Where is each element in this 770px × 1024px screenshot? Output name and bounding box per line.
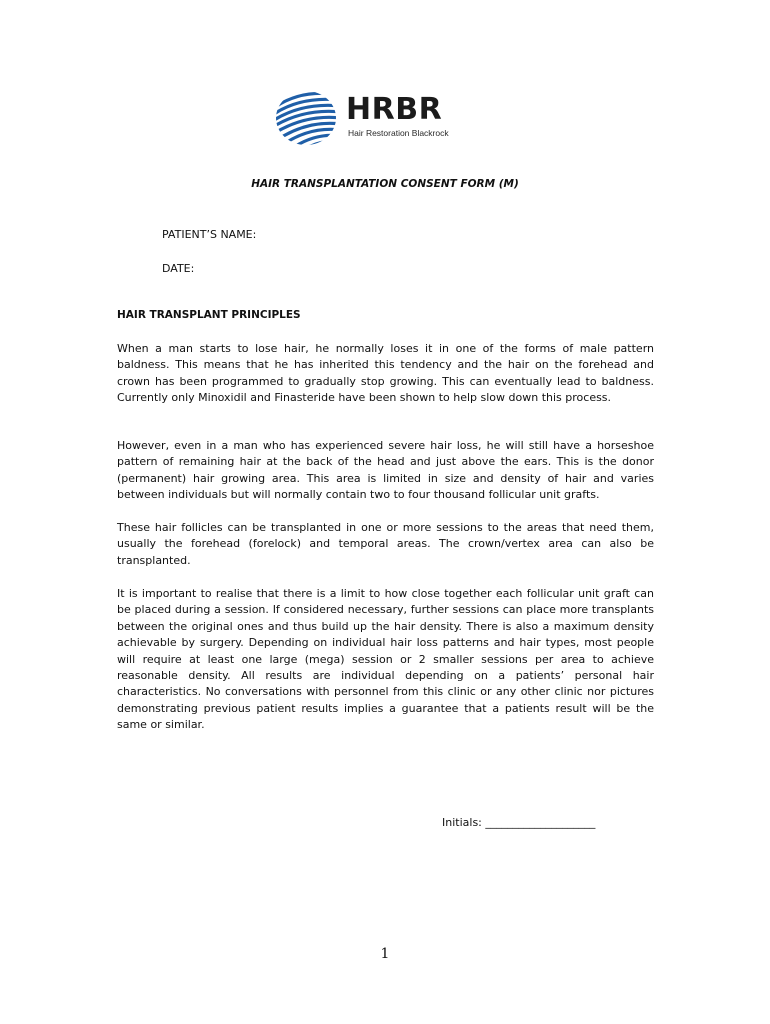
initials-field[interactable]: Initials: ____________________ [442, 816, 596, 829]
page-number: 1 [380, 946, 390, 962]
section-heading: HAIR TRANSPLANT PRINCIPLES [117, 309, 301, 321]
patient-name-label: PATIENT’S NAME: [162, 228, 257, 241]
brand-tagline: Hair Restoration Blackrock [348, 128, 449, 138]
brand-name: HRBR [346, 92, 443, 127]
hrbr-logo [275, 88, 465, 148]
form-title: HAIR TRANSPLANTATION CONSENT FORM (M) [251, 178, 519, 190]
globe-logo-icon [275, 90, 337, 146]
date-label: DATE: [162, 262, 195, 275]
paragraph: When a man starts to lose hair, he normally loses it in one of the forms of male pattern baldness. This means that he has inherited this tendency and the hair on the forehead and crown has been programmed to gradually stop growing. This can eventually lead to baldness. Currently only Minoxidil and Finasteride have been shown to help slow down this process. [117, 342, 654, 405]
paragraph: It is important to realise that there is a limit to how close together each follicular unit graft can be placed during a session. If considered necessary, further sessions can place more transplants between the original ones and thus build up the hair density. There is also a maximum density achievable by surgery. Depending on individual hair loss patterns and hair types, most people will require at least one large (mega) session or 2 smaller sessions per area to achieve reasonable density. All results are individual depending on a patients’ personal hair characteristics. No conversations with personnel from this clinic or any other clinic nor pictures demonstrating previous patient results implies a guarantee that a patients result will be the same or similar. [117, 587, 654, 732]
paragraph: These hair follicles can be transplanted in one or more sessions to the areas that need them, usually the forehead (forelock) and temporal areas. The crown/vertex area can also be transplanted. [117, 521, 654, 567]
paragraph: However, even in a man who has experienced severe hair loss, he will still have a horseshoe pattern of remaining hair at the back of the head and just above the ears. This is the donor (permanent) hair growing area. This area is limited in size and density of hair and varies between individuals but will normally contain two to four thousand follicular unit grafts. [117, 439, 654, 502]
